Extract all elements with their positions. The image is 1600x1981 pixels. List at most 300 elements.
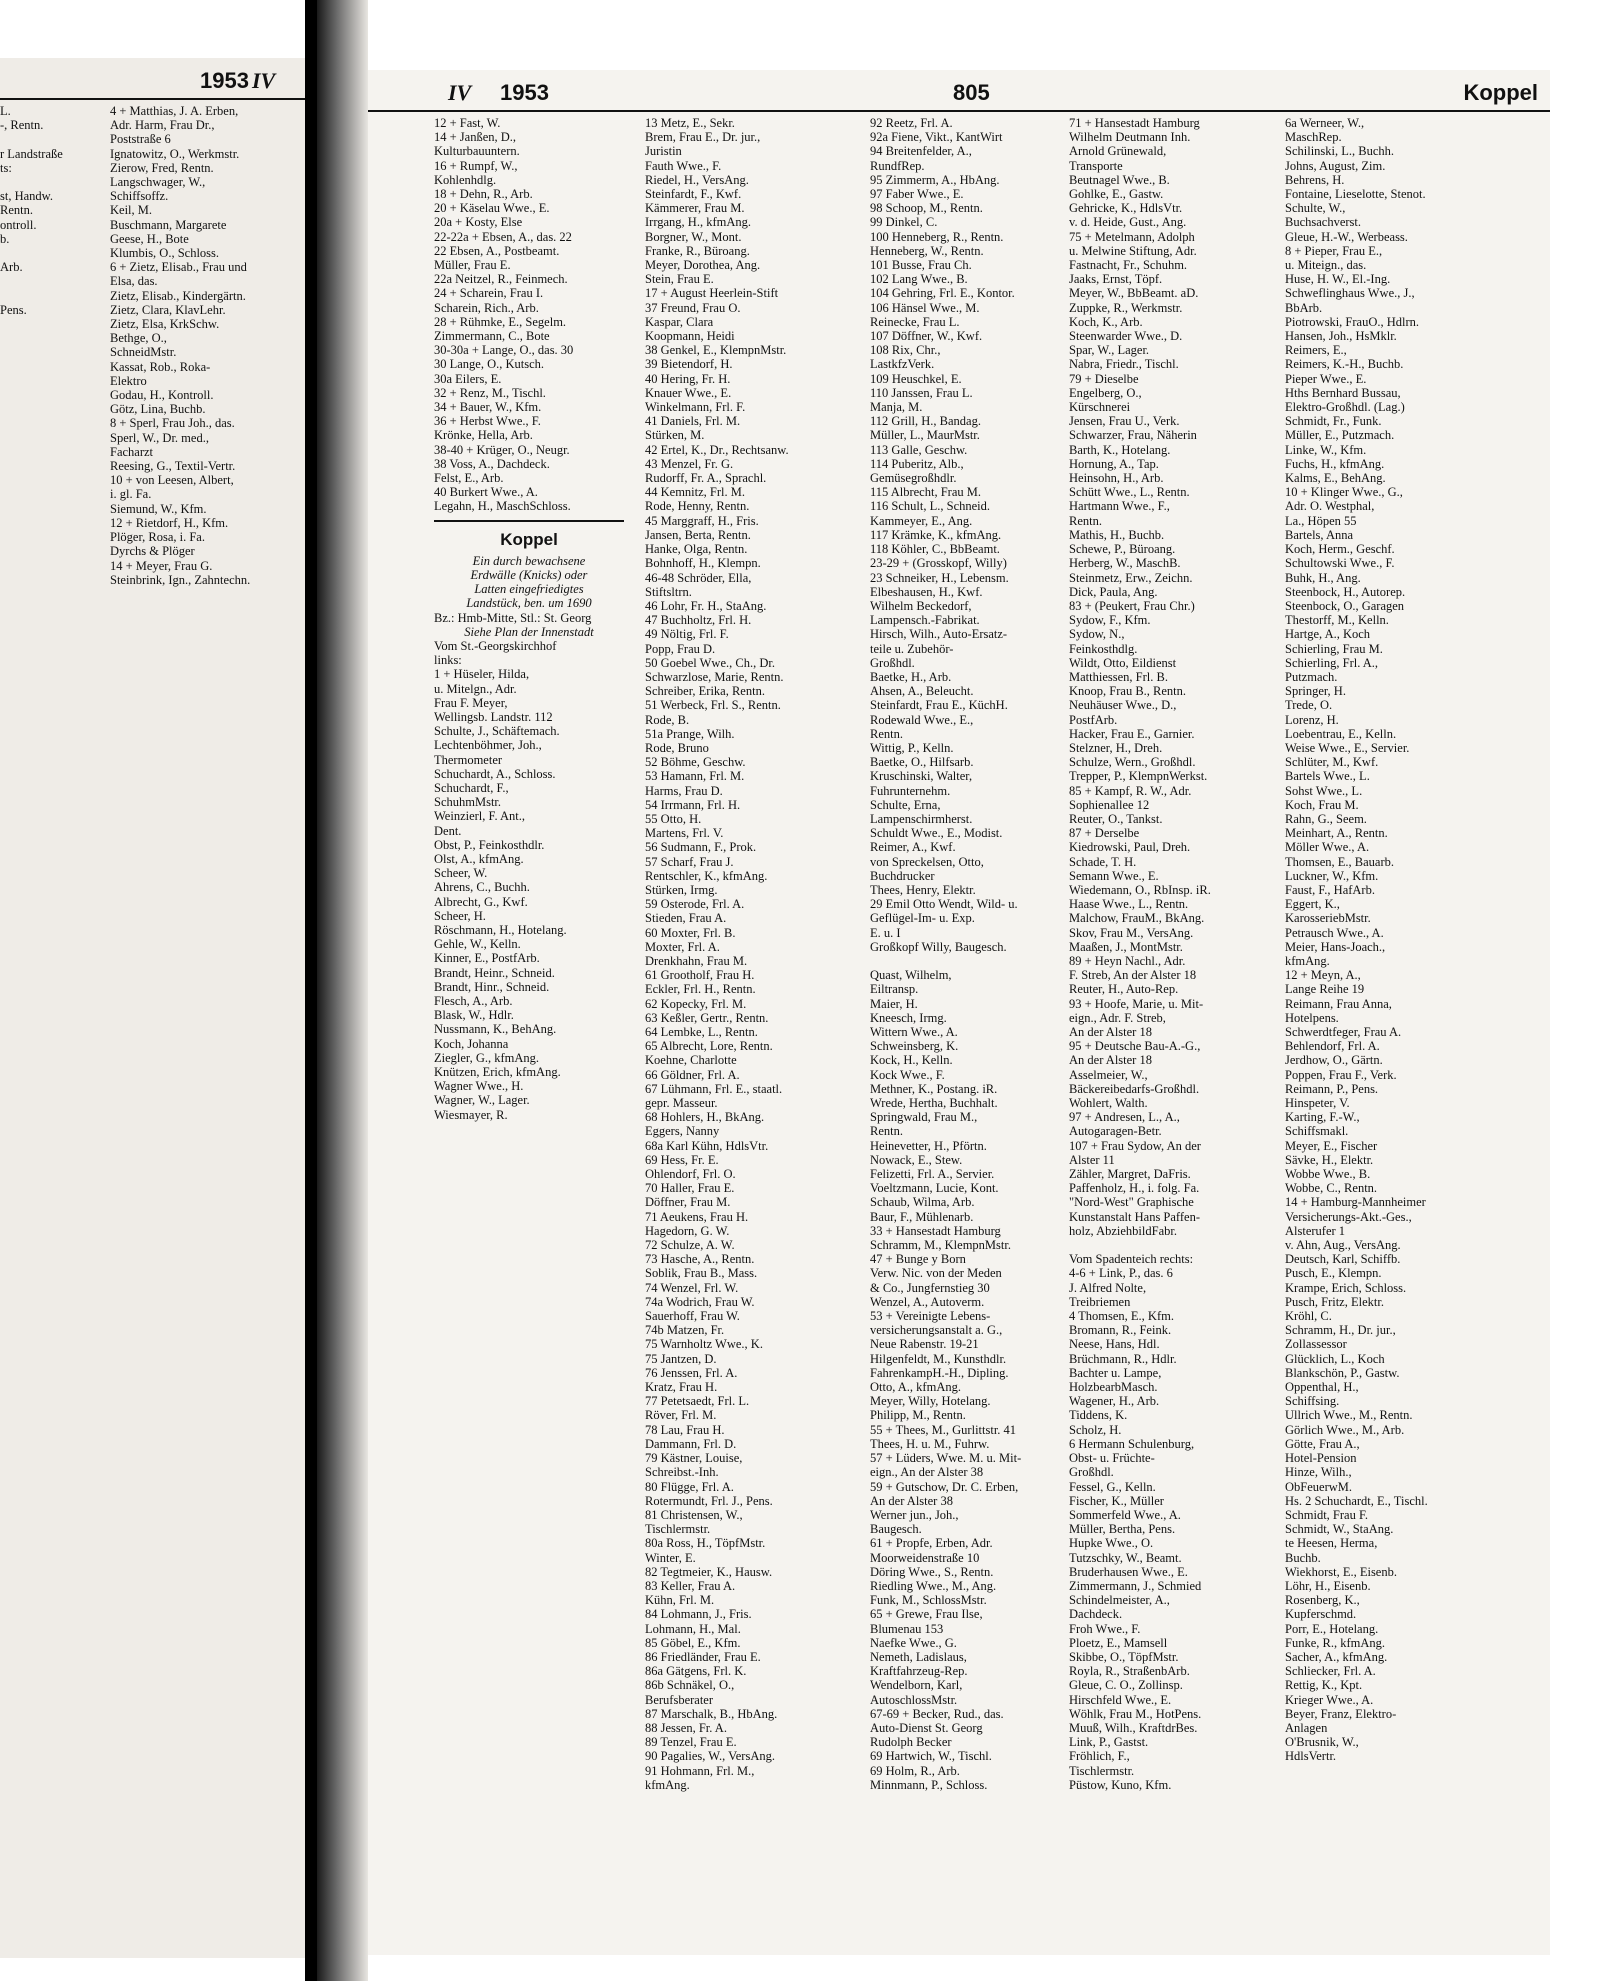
directory-entry: Kock Wwe., F. (870, 1067, 945, 1082)
directory-entry: 34 + Bauer, W., Kfm. (434, 400, 542, 415)
directory-entry: Paffenholz, H., i. folg. Fa. (1069, 1181, 1200, 1196)
street-description (434, 554, 624, 611)
directory-entry: Thermometer (434, 752, 503, 767)
directory-entry: Schliecker, Frl. A. (1285, 1664, 1376, 1679)
directory-entry: 107 + Frau Sydow, An der (1069, 1138, 1201, 1153)
directory-entry: Schramm, M., KlempnMstr. (870, 1238, 1011, 1253)
directory-entry: Wendelborn, Karl, (870, 1678, 963, 1693)
section-heading-koppel: Koppel (500, 529, 558, 549)
directory-entry: Steenwarder Wwe., D. (1069, 329, 1183, 344)
directory-entry: Stürken, M. (645, 428, 705, 443)
directory-entry: 68 Hohlers, H., BkAng. (645, 1110, 765, 1125)
directory-entry: Krönke, Hella, Arb. (434, 428, 533, 443)
directory-entry: Schaub, Wilma, Arb. (870, 1195, 975, 1210)
directory-entry: 69 Holm, R., Arb. (870, 1763, 960, 1778)
directory-entry: Zierow, Fred, Rentn. (110, 160, 214, 175)
directory-entry: 65 + Grewe, Frau Ilse, (870, 1607, 983, 1622)
left-page-year: 1953 (200, 68, 249, 93)
directory-entry: Felst, E., Arb. (434, 471, 504, 486)
directory-entry: 89 + Heyn Nachl., Adr. (1069, 953, 1186, 968)
directory-entry: Fastnacht, Fr., Schuhm. (1069, 258, 1188, 273)
directory-entry: Voeltzmann, Lucie, Kont. (870, 1181, 999, 1196)
directory-entry: Eggert, K., (1285, 897, 1340, 912)
directory-entry: 75 + Metelmann, Adolph (1069, 229, 1195, 244)
directory-entry: Baetke, O., Hilfsarb. (870, 755, 974, 770)
directory-entry: Tischlermstr. (1069, 1763, 1135, 1778)
directory-entry: Reuter, O., Tankst. (1069, 811, 1163, 826)
gutter-shadow (317, 0, 368, 1981)
directory-entry: 85 + Kampf, R. W., Adr. (1069, 783, 1192, 798)
directory-entry: Dick, Paula, Ang. (1069, 584, 1158, 599)
directory-entry: 40 Burkert Wwe., A. (434, 485, 538, 500)
directory-entry: Buchdrucker (870, 868, 935, 883)
directory-entry: KarosseriebMstr. (1285, 911, 1371, 926)
directory-entry: Schultowski Wwe., F. (1285, 556, 1395, 571)
directory-entry: Petrausch Wwe., A. (1285, 925, 1384, 940)
directory-entry: Wittig, P., Kelln. (870, 740, 954, 755)
directory-entry: Thees, H. u. M., Fuhrw. (870, 1436, 990, 1451)
directory-entry: Funke, R., kfmAng. (1285, 1635, 1385, 1650)
directory-entry: Sacher, A., kfmAng. (1285, 1649, 1388, 1664)
directory-entry: 77 Petetsaedt, Frl. L. (645, 1394, 750, 1409)
directory-entry: 50 Goebel Wwe., Ch., Dr. (645, 655, 775, 670)
directory-entry: Ohlendorf, Frl. O. (645, 1167, 736, 1182)
directory-entry: 112 Grill, H., Bandag. (870, 414, 981, 429)
directory-entry: Ahsen, A., Beleucht. (870, 684, 974, 699)
directory-entry: HdlsVertr. (1285, 1749, 1337, 1764)
directory-entry: 117 Krämke, K., kfmAng. (870, 527, 1002, 542)
directory-entry: Huse, H. W., El.-Ing. (1285, 272, 1391, 287)
directory-entry: Kinner, E., PostfArb. (434, 951, 540, 966)
directory-column-2 (645, 116, 839, 1947)
directory-entry: Rentschler, K., kfmAng. (645, 868, 768, 883)
directory-entry: Sydow, N., (1069, 627, 1125, 642)
directory-entry: Transporte (1069, 158, 1123, 173)
directory-entry: Zuppke, R., Werkmstr. (1069, 300, 1183, 315)
directory-entry: v. d. Heide, Gust., Ang. (1069, 215, 1187, 230)
directory-entry: Meyer, W., BbBeamt. aD. (1069, 286, 1199, 301)
directory-entry: von Spreckelsen, Otto, (870, 854, 984, 869)
directory-entry: Zimmermann, J., Schmied (1069, 1578, 1202, 1593)
directory-entry: F. Streb, An der Alster 18 (1069, 968, 1197, 983)
directory-entry: 107 Döffner, W., Kwf. (870, 329, 983, 344)
directory-entry: Auto-Dienst St. Georg (870, 1720, 983, 1735)
directory-entry: 46-48 Schröder, Ella, (645, 570, 752, 585)
directory-entry: Schiffsmakl. (1285, 1124, 1349, 1139)
directory-entry: Pieper Wwe., E. (1285, 371, 1367, 386)
directory-entry: Obst, P., Feinkosthdlr. (434, 837, 545, 852)
directory-entry: Löhr, H., Eisenb. (1285, 1578, 1371, 1593)
directory-entry: 83 Keller, Frau A. (645, 1578, 736, 1593)
directory-entry: links: (434, 653, 462, 668)
directory-entry: 17 + August Heerlein-Stift (645, 286, 779, 301)
directory-entry: Sommerfeld Wwe., A. (1069, 1507, 1181, 1522)
directory-entry: Stürken, Irmg. (645, 882, 718, 897)
directory-entry: Steinbrink, Ign., Zahntechn. (110, 572, 251, 587)
directory-entry: Skov, Frau M., VersAng. (1069, 925, 1194, 940)
directory-entry: Kassat, Rob., Roka- (110, 359, 211, 374)
directory-entry: HolzbearbMasch. (1069, 1380, 1158, 1395)
directory-entry: Adr. O. Westphal, (1285, 499, 1375, 514)
directory-entry: Funk, M., SchlossMstr. (870, 1593, 987, 1608)
directory-entry: 33 + Hansestadt Hamburg (870, 1223, 1001, 1238)
directory-entry: Lampensch.-Fabrikat. (870, 613, 980, 628)
directory-entry: Lampenschirmherst. (870, 811, 973, 826)
directory-entry: Schmidt, W., StaAng. (1285, 1522, 1394, 1537)
directory-entry: Sävke, H., Elektr. (1285, 1152, 1374, 1167)
directory-entry: Piotrowski, FrauO., Hdlrn. (1285, 314, 1420, 329)
directory-entry: 71 + Hansestadt Hamburg (1069, 116, 1200, 130)
directory-entry: Kupferschmd. (1285, 1607, 1357, 1622)
directory-entry: 89 Tenzel, Frau E. (645, 1735, 737, 1750)
directory-entry: An der Alster 18 (1069, 1025, 1152, 1039)
directory-entry: Rodewald Wwe., E., (870, 712, 974, 727)
directory-entry: 38-40 + Krüger, O., Neugr. (434, 442, 570, 457)
directory-entry: Fischer, K., Müller (1069, 1493, 1164, 1508)
directory-entry: 38 Genkel, E., KlempnMstr. (645, 343, 787, 358)
directory-entry: Harms, Frau D. (645, 783, 723, 798)
directory-entry: Neue Rabenstr. 19-21 (870, 1337, 979, 1352)
left-page-column-1 (110, 104, 304, 1950)
directory-entry: Döffner, Frau M. (645, 1195, 731, 1210)
directory-entry: gepr. Masseur. (645, 1096, 718, 1111)
directory-entry: Hartge, A., Koch (1285, 627, 1371, 642)
book-gutter (305, 0, 317, 1981)
directory-entry: Fuchs, H., kfmAng. (1285, 456, 1385, 471)
directory-entry: Klumbis, O., Schloss. (110, 246, 220, 261)
directory-entry: Werner jun., Joh., (870, 1507, 959, 1522)
directory-entry: Facharzt (110, 444, 154, 459)
directory-entry: Karting, F.-W., (1285, 1110, 1360, 1125)
directory-entry: Reimann, Frau Anna, (1285, 996, 1392, 1011)
directory-entry: Hansen, Joh., HsMklr. (1285, 329, 1397, 344)
directory-entry: kfmAng. (645, 1777, 690, 1792)
directory-entry: 51 Werbeck, Frl. S., Rentn. (645, 698, 781, 713)
directory-entry: Neuhäuser Wwe., D., (1069, 698, 1177, 713)
directory-entry: Stein, Frau E. (645, 272, 714, 287)
directory-entry: LastkfzVerk. (870, 357, 935, 372)
directory-entry: Zietz, Elsa, KrkSchw. (110, 317, 220, 332)
directory-column-5 (1285, 116, 1479, 1947)
directory-entry: Bohnhoff, H., Klempn. (645, 556, 761, 571)
directory-entry: Alster 11 (1069, 1152, 1115, 1167)
directory-entry: Schuldt Wwe., E., Modist. (870, 826, 1003, 841)
directory-entry: 118 Köhler, C., BbBeamt. (870, 542, 1000, 557)
directory-entry: Ignatowitz, O., Werkmstr. (110, 146, 240, 161)
directory-entry: i. gl. Fa. (110, 487, 152, 502)
directory-entry: 30a Eilers, E. (434, 371, 502, 386)
directory-entry: Vom Spadenteich rechts: (1069, 1252, 1194, 1267)
directory-entry: Tiddens, K. (1069, 1408, 1128, 1423)
directory-entry: ObFeuerwM. (1285, 1479, 1353, 1494)
directory-entry: 100 Henneberg, R., Rentn. (870, 229, 1004, 244)
directory-entry: Rentn. (0, 203, 33, 218)
directory-entry: Nemeth, Ladislaus, (870, 1649, 967, 1664)
directory-entry: Buhk, H., Ang. (1285, 570, 1361, 585)
directory-entry: Tutzschky, W., Beamt. (1069, 1550, 1182, 1565)
directory-entry: Felizetti, Frl. A., Servier. (870, 1167, 995, 1182)
directory-entry: Meyer, Dorothea, Ang. (645, 258, 761, 273)
directory-entry: u. Melwine Stiftung, Adr. (1069, 243, 1197, 258)
directory-entry: Lohmann, H., Mal. (645, 1621, 741, 1636)
directory-entry: Heinevetter, H., Pförtn. (870, 1138, 987, 1153)
directory-entry: Püstow, Kuno, Kfm. (1069, 1777, 1172, 1792)
directory-entry: Drenkhahn, Frau M. (645, 953, 748, 968)
directory-entry: Brem, Frau E., Dr. jur., (645, 130, 761, 145)
directory-entry: 14 + Meyer, Frau G. (110, 558, 213, 573)
directory-entry: 52 Böhme, Geschw. (645, 755, 746, 770)
directory-entry: 88 Jessen, Fr. A. (645, 1720, 727, 1735)
directory-entry: 108 Rix, Chr., (870, 343, 941, 358)
directory-entry: eign., Adr. F. Streb, (1069, 1010, 1166, 1025)
directory-entry: PostfArb. (1069, 712, 1118, 727)
directory-entry: Loebentrau, E., Kelln. (1285, 726, 1397, 741)
directory-entry: 23-29 + (Grosskopf, Willy) (870, 556, 1007, 571)
directory-entry: Franke, R., Büroang. (645, 243, 750, 258)
directory-entry: Trepper, P., KlempnWerkst. (1069, 769, 1208, 784)
directory-entry: Stiftsltrn. (645, 584, 692, 599)
directory-entry: Behlendorf, Frl. A. (1285, 1039, 1380, 1054)
directory-entry: Zähler, Margret, DaFris. (1069, 1167, 1191, 1182)
directory-entry: Froh Wwe., F. (1069, 1621, 1141, 1636)
directory-entry (0, 132, 108, 146)
directory-entry: 79 Kästner, Louise, (645, 1451, 743, 1466)
directory-entry: Schweflinghaus Wwe., J., (1285, 286, 1415, 301)
directory-entry: 113 Galle, Geschw. (870, 442, 968, 457)
directory-entry: RundfRep. (870, 158, 925, 173)
directory-entry: Bromann, R., Feink. (1069, 1323, 1172, 1338)
directory-entry: Autogaragen-Betr. (1069, 1124, 1162, 1139)
directory-entry: Schmidt, Fr., Funk. (1285, 414, 1382, 429)
directory-entry: 61 Grootholf, Frau H. (645, 968, 755, 983)
directory-entry: 84 Lohmann, J., Fris. (645, 1607, 752, 1622)
directory-entry: Rode, B. (645, 712, 690, 727)
directory-entry: Elsa, das. (110, 274, 158, 289)
directory-entry: Ullrich Wwe., M., Rentn. (1285, 1408, 1413, 1423)
directory-entry: Görlich Wwe., M., Arb. (1285, 1422, 1405, 1437)
directory-entry: Bruderhausen Wwe., E. (1069, 1564, 1188, 1579)
map-note: Siehe Plan der Innenstadt (464, 624, 594, 639)
directory-entry: Rentn. (870, 726, 903, 741)
directory-entry: Schiffsoffz. (110, 189, 169, 204)
directory-entry: Soblik, Frau B., Mass. (645, 1266, 758, 1281)
directory-entry: Lorenz, H. (1285, 712, 1339, 727)
directory-entry: Kürschnerei (1069, 400, 1131, 415)
directory-entry: Vom St.-Georgskirchhof (434, 638, 557, 653)
directory-entry: Schuchardt, F., (434, 780, 509, 795)
right-page (368, 70, 1550, 1955)
directory-entry: Bethge, O., (110, 331, 167, 346)
directory-entry: 99 Dinkel, C. (870, 215, 938, 230)
directory-entry: Kammeyer, E., Ang. (870, 513, 973, 528)
directory-entry: Borgner, W., Mont. (645, 229, 742, 244)
directory-entry: Ploetz, E., Mamsell (1069, 1635, 1168, 1650)
directory-entry: 57 Scharf, Frau J. (645, 854, 734, 869)
directory-entry: Thestorff, M., Kelln. (1285, 613, 1389, 628)
directory-entry: 37 Freund, Frau O. (645, 300, 741, 315)
directory-entry: Reinecke, Frau L. (870, 314, 960, 329)
directory-entry: Reimers, K.-H., Buchb. (1285, 357, 1404, 372)
directory-entry: 93 + Hoofe, Marie, u. Mit- (1069, 996, 1204, 1011)
directory-entry: Winter, E. (645, 1550, 696, 1565)
directory-entry: Gleue, H.-W., Werbeass. (1285, 229, 1408, 244)
directory-entry: Müller, E., Putzmach. (1285, 428, 1395, 443)
directory-entry: Juristin (645, 144, 682, 159)
right-page-header (368, 70, 1550, 112)
directory-entry: Hinspeter, V. (1285, 1096, 1350, 1111)
directory-entry: 102 Lang Wwe., B. (870, 272, 968, 287)
directory-entry: Kulturbauuntern. (434, 144, 520, 159)
directory-entry: 16 + Rumpf, W., (434, 158, 518, 173)
directory-entry: Fessel, G., Kelln. (1069, 1479, 1156, 1494)
directory-entry: Heinsohn, H., Arb. (1069, 471, 1164, 486)
directory-entry: Wiedemann, O., RbInsp. iR. (1069, 882, 1211, 897)
directory-entry: Jensen, Frau U., Verk. (1069, 414, 1180, 429)
directory-entry: Wilhelm Beckedorf, (870, 598, 972, 613)
directory-entry: 4-6 + Link, P., das. 6 (1069, 1266, 1173, 1281)
directory-entry: Götz, Lina, Buchb. (110, 402, 206, 417)
directory-entry: 12 + Rietdorf, H., Kfm. (110, 515, 229, 530)
directory-entry: Beyer, Franz, Elektro- (1285, 1706, 1397, 1721)
directory-entry: Steenbock, O., Garagen (1285, 598, 1405, 613)
directory-entry: Otto, A., kfmAng. (870, 1380, 961, 1395)
directory-entry: Berufsberater (645, 1692, 714, 1707)
directory-entry: Wildt, Otto, Eildienst (1069, 655, 1177, 670)
directory-entry: Kämmerer, Frau M. (645, 201, 745, 216)
directory-entry: Luckner, W., Kfm. (1285, 868, 1379, 883)
directory-entry: Gehle, W., Kelln. (434, 937, 521, 952)
directory-entry: Brandt, Heinr., Schneid. (434, 965, 555, 980)
directory-entry: u. Mitelgn., Adr. (434, 681, 517, 696)
directory-entry: 6 + Zietz, Elisab., Frau und (110, 260, 247, 275)
directory-entry: Flesch, A., Arb. (434, 993, 513, 1008)
directory-entry: AutoschlossMstr. (870, 1692, 958, 1707)
directory-entry: Schilinski, L., Buchh. (1285, 144, 1395, 159)
directory-entry: Baur, F., Mühlenarb. (870, 1209, 974, 1224)
directory-entry: Sydow, F., Kfm. (1069, 613, 1151, 628)
directory-entry: 32 + Renz, M., Tischl. (434, 385, 546, 400)
directory-entry: Herberg, W., MaschB. (1069, 556, 1181, 571)
directory-entry: Engelberg, O., (1069, 385, 1142, 400)
directory-entry: Hagedorn, G. W. (645, 1223, 730, 1238)
directory-entry: Hths Bernhard Bussau, (1285, 385, 1401, 400)
directory-entry: Lechtenböhmer, Joh., (434, 738, 542, 753)
directory-entry: Glücklich, L., Koch (1285, 1351, 1385, 1366)
directory-entry: Schindelmeister, A., (1069, 1593, 1170, 1608)
directory-entry: 83 + (Peukert, Frau Chr.) (1069, 598, 1195, 613)
directory-entry: Schierling, Frau M. (1285, 641, 1383, 656)
directory-entry (0, 175, 108, 189)
directory-entry: 94 Breitenfelder, A., (870, 144, 972, 159)
directory-entry: 114 Puberitz, Alb., (870, 456, 964, 471)
directory-entry: Wagner Wwe., H. (434, 1079, 524, 1094)
directory-column-4 (1069, 116, 1263, 1947)
directory-entry: Wilhelm Deutmann Inh. (1069, 130, 1191, 145)
directory-entry: Rosenberg, K., (1285, 1593, 1360, 1608)
directory-entry: Blankschön, P., Gastw. (1285, 1365, 1400, 1380)
directory-entry: Spar, W., Lager. (1069, 343, 1150, 358)
directory-entry: 8 + Sperl, Frau Joh., das. (110, 416, 235, 431)
directory-entry: Rotermundt, Frl. J., Pens. (645, 1493, 773, 1508)
directory-entry: 76 Jenssen, Frl. A. (645, 1365, 738, 1380)
directory-entry: Eggers, Nanny (645, 1124, 720, 1139)
street-header: Koppel (1463, 80, 1538, 105)
directory-entry: Ziegler, G., kfmAng. (434, 1050, 540, 1065)
directory-entry: Sophienallee 12 (1069, 797, 1150, 812)
directory-entry: 71 Aeukens, Frau H. (645, 1209, 749, 1224)
directory-entry: Scheer, H. (434, 908, 486, 923)
directory-entry: Henneberg, W., Rentn. (870, 243, 984, 258)
directory-entry: Fröhlich, F., (1069, 1749, 1130, 1764)
directory-column-3 (870, 116, 1064, 1947)
directory-entry: Reuter, H., Auto-Rep. (1069, 982, 1179, 997)
directory-entry: 95 + Deutsche Bau-A.-G., (1069, 1039, 1201, 1054)
directory-entry: Mathis, H., Buchb. (1069, 527, 1165, 542)
directory-entry: 53 Hamann, Frl. M. (645, 769, 745, 784)
directory-entry: 66 Göldner, Frl. A. (645, 1067, 740, 1082)
directory-entry: 116 Schult, L., Schneid. (870, 499, 991, 514)
directory-entry: Irrgang, H., kfmAng. (645, 215, 751, 230)
directory-entry: Popp, Frau D. (645, 641, 716, 656)
directory-entry: Gehricke, K., HdlsVtr. (1069, 201, 1183, 216)
directory-entry: Rudolph Becker (870, 1735, 952, 1750)
directory-entry: 60 Moxter, Frl. B. (645, 925, 736, 940)
directory-entry: 20 + Käselau Wwe., E. (434, 201, 550, 216)
directory-entry: Schwarzlose, Marie, Rentn. (645, 669, 784, 684)
directory-entry: 87 Marschalk, B., HbAng. (645, 1706, 778, 1721)
directory-entry: 81 Christensen, W., (645, 1507, 743, 1522)
directory-entry: Sohst Wwe., L. (1285, 783, 1363, 798)
district-info (434, 611, 624, 625)
directory-entry: MaschRep. (1285, 130, 1342, 145)
directory-entry: Link, P., Gastst. (1069, 1735, 1149, 1750)
directory-entry: Hartmann Wwe., F., (1069, 499, 1170, 514)
directory-entry: eign., An der Alster 38 (870, 1465, 984, 1480)
directory-entry: 70 Haller, Frau E. (645, 1181, 735, 1196)
directory-entry: 79 + Dieselbe (1069, 371, 1139, 386)
directory-entry: 41 Daniels, Frl. M. (645, 414, 741, 429)
directory-entry: Großkopf Willy, Baugesch. (870, 939, 1007, 954)
directory-entry: Schreibst.-Inh. (645, 1465, 719, 1480)
directory-entry: Godau, H., Kontroll. (110, 388, 214, 403)
directory-entry: Geflügel-Im- u. Exp. (870, 911, 975, 926)
directory-entry: ts: (0, 160, 12, 175)
directory-entry: 63 Keßler, Gertr., Rentn. (645, 1010, 769, 1025)
directory-entry: Springer, H. (1285, 684, 1346, 699)
directory-entry: Semann Wwe., E. (1069, 868, 1159, 883)
directory-entry: Johns, August, Zim. (1285, 158, 1386, 173)
directory-entry: Pusch, Fritz, Elektr. (1285, 1294, 1384, 1309)
directory-entry: Wrede, Hertha, Buchhalt. (870, 1096, 998, 1111)
directory-entry: 55 Otto, H. (645, 811, 702, 826)
directory-entry: Schweinsberg, K. (870, 1039, 959, 1054)
directory-entry: 30 Lange, O., Kutsch. (434, 357, 545, 372)
directory-entry: 91 Hohmann, Frl. M., (645, 1763, 755, 1778)
directory-entry: L. (0, 104, 11, 118)
directory-entry: Asselmeier, W., (1069, 1067, 1148, 1082)
right-page-volume: IV (448, 80, 472, 105)
directory-entry: Hirschfeld Wwe., E. (1069, 1692, 1172, 1707)
directory-entry: Schütt Wwe., L., Rentn. (1069, 485, 1190, 500)
directory-entry: Hornung, A., Tap. (1069, 456, 1159, 471)
directory-entry: Müller, Frau E. (434, 258, 511, 273)
directory-entry: 87 + Derselbe (1069, 826, 1140, 841)
directory-entry: kfmAng. (1285, 953, 1330, 968)
directory-entry: Schewe, P., Büroang. (1069, 542, 1176, 557)
entries-block-b (434, 639, 624, 1122)
directory-entry: Meinhart, A., Rentn. (1285, 826, 1388, 841)
directory-entry: Wenzel, A., Autoverm. (870, 1294, 985, 1309)
